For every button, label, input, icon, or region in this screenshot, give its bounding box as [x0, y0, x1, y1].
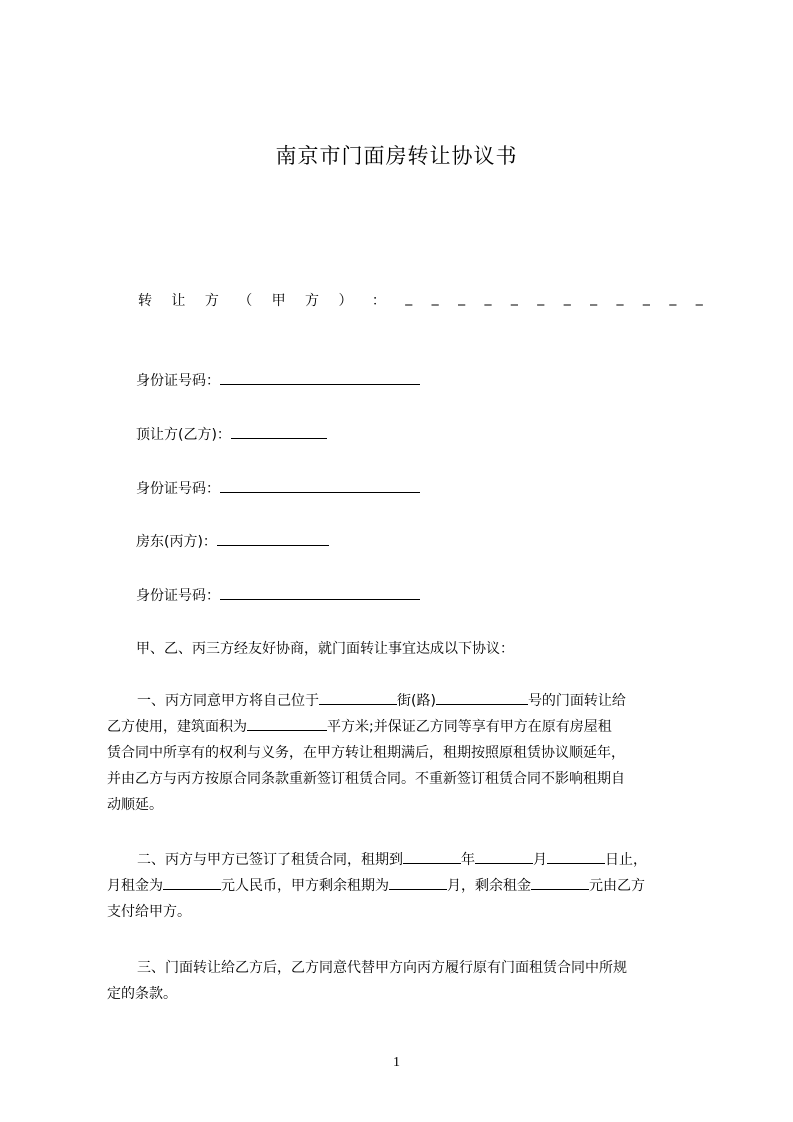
clause2-year-blank[interactable] [403, 849, 461, 864]
clause-1 [107, 688, 702, 818]
transferor-label-char: （ [238, 293, 253, 309]
landlord-blank[interactable] [217, 531, 329, 546]
clause1-text-g: 并由乙方与丙方按原合同条款重新签订租赁合同。不重新签订租赁合同不影响租期自 [107, 771, 625, 787]
intro-paragraph: 甲、乙、丙三方经友好协商，就门面转让事宜达成以下协议： [136, 641, 514, 657]
clause1-text-e: 平方米;并保证乙方同等享有甲方在原有房屋租 [327, 719, 612, 735]
transferor-party-line [138, 290, 703, 310]
transferor-label-char: _ [563, 290, 571, 306]
clause2-text-d: 日止， [605, 852, 647, 868]
clause2-text-c: 月 [533, 852, 547, 868]
landlord-id-label: 身份证号码： [136, 588, 220, 604]
clause2-text-h: 元由乙方 [589, 878, 645, 894]
transferor-label-char: _ [642, 290, 650, 306]
clause1-text-c: 号的门面转让给 [527, 693, 626, 709]
clause2-text-f: 元人民币，甲方剩余租期为 [221, 878, 389, 894]
clause2-remaining-rent-blank[interactable] [531, 875, 589, 890]
clause2-month-blank[interactable] [475, 849, 533, 864]
clause-3 [107, 955, 702, 1007]
document-title: 南京市门面房转让协议书 [275, 144, 518, 168]
transferee-field [136, 423, 327, 447]
transferee-id-label: 身份证号码： [136, 481, 220, 497]
transferor-label-char: _ [458, 290, 466, 306]
transferor-label-char: _ [431, 290, 439, 306]
clause2-rent-blank[interactable] [163, 875, 221, 890]
transferor-label-char: ） [338, 293, 353, 309]
clause2-text-a: 二、丙方与甲方已签订了租赁合同，租期到 [137, 852, 403, 868]
clause2-text-i: 支付给甲方。 [107, 904, 191, 920]
landlord-id-blank[interactable] [220, 585, 420, 600]
landlord-field [136, 530, 329, 554]
page-number: 1 [393, 1055, 400, 1070]
clause2-remaining-months-blank[interactable] [389, 875, 447, 890]
transferor-label-char: _ [669, 290, 677, 306]
transferor-label-char: _ [616, 290, 624, 306]
clause1-text-f: 赁合同中所享有的权利与义务，在甲方转让租期满后，租期按照原租赁协议顺延年， [107, 745, 625, 761]
transferor-label-char: _ [484, 290, 492, 306]
transferor-label-char: _ [695, 290, 703, 306]
transferor-label-char: _ [510, 290, 518, 306]
transferor-id-blank[interactable] [220, 370, 420, 385]
transferor-label-char: _ [590, 290, 598, 306]
transferee-id-blank[interactable] [220, 478, 420, 493]
clause1-text-d: 乙方使用，建筑面积为 [107, 719, 247, 735]
transferor-id-label: 身份证号码： [136, 373, 220, 389]
clause1-area-blank[interactable] [247, 716, 327, 731]
transferor-label-char: ： [371, 293, 386, 309]
transferor-id-field [136, 369, 420, 393]
clause-2 [107, 847, 702, 925]
clause2-text-g: 月，剩余租金 [447, 878, 531, 894]
landlord-label: 房东(丙方)： [136, 534, 217, 550]
clause3-text-b: 定的条款。 [107, 986, 177, 1002]
transferor-label-char: _ [405, 290, 413, 306]
clause2-text-b: 年 [461, 852, 475, 868]
clause3-text-a: 三、门面转让给乙方后，乙方同意代替甲方向丙方履行原有门面租赁合同中所规 [137, 960, 627, 976]
clause1-number-blank[interactable] [436, 690, 528, 705]
transferor-label-char: 方 [204, 293, 219, 309]
transferee-id-field [136, 477, 420, 501]
transferee-label: 顶让方(乙方)： [136, 427, 231, 443]
clause1-text-b: 街(路) [397, 693, 436, 709]
transferor-label-char: 让 [171, 293, 186, 309]
clause1-text-h: 动顺延。 [107, 797, 163, 813]
transferor-label-char: _ [537, 290, 545, 306]
landlord-id-field [136, 584, 420, 608]
clause1-text-a: 一、丙方同意甲方将自己位于 [137, 693, 319, 709]
transferee-blank[interactable] [231, 424, 327, 439]
transferor-label-char: 甲 [271, 293, 286, 309]
clause1-street-blank[interactable] [319, 690, 397, 705]
clause2-text-e: 月租金为 [107, 878, 163, 894]
transferor-label-char: 转 [138, 293, 152, 309]
transferor-label-char: 方 [305, 293, 320, 309]
clause2-day-blank[interactable] [547, 849, 605, 864]
